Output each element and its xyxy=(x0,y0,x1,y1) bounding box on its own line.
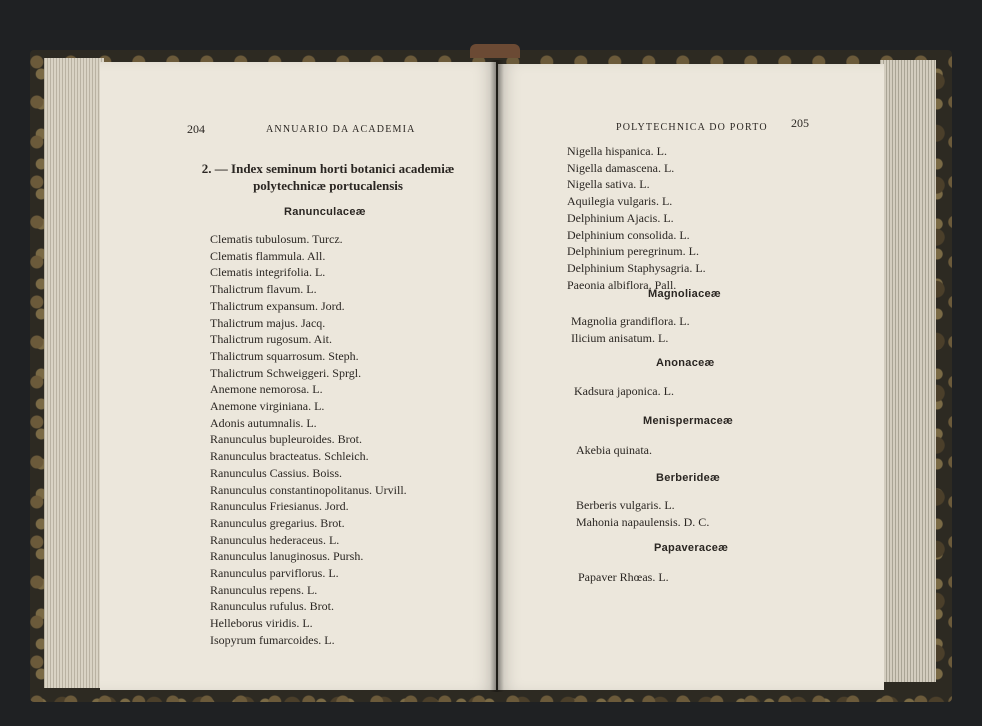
list-item: Thalictrum expansum. Jord. xyxy=(210,298,345,313)
list-item: Ranunculus bupleuroides. Brot. xyxy=(210,432,362,447)
list-item: Clematis tubulosum. Turcz. xyxy=(210,232,343,246)
book-spine xyxy=(470,44,520,58)
list-item: Ranunculus Cassius. Boiss. xyxy=(210,465,343,480)
family-heading-menispermaceae: Menispermaceæ xyxy=(643,415,734,427)
list-item: Thalictrum rugosum. Ait. xyxy=(210,332,332,347)
list-item: Ranunculus hederaceus. L. xyxy=(210,532,340,547)
species-list-menispermaceae xyxy=(576,442,652,459)
species-list-anonaceae xyxy=(574,383,674,400)
list-item: Magnolia grandiflora. L. xyxy=(571,314,690,328)
list-item: Ranunculus lanuginosus. Pursh. xyxy=(210,549,364,564)
list-item: Kadsura japonica. L. xyxy=(574,384,674,398)
list-item: Helleborus viridis. L. xyxy=(210,616,313,631)
list-item: Delphinium peregrinum. L. xyxy=(567,244,699,259)
section-title: 2. — Index seminum horti botanici academiæ polytechnicæ portucalensis xyxy=(201,161,455,193)
list-item: Thalictrum flavum. L. xyxy=(210,282,317,297)
species-list-ranunculaceae xyxy=(210,231,407,649)
list-item: Delphinium Staphysagria. L. xyxy=(567,260,706,275)
list-item: Nigella sativa. L. xyxy=(567,177,650,192)
family-heading-berberideae: Berberideæ xyxy=(656,472,721,484)
species-list-continued xyxy=(567,143,706,293)
list-item: Thalictrum squarrosum. Steph. xyxy=(210,348,359,363)
family-heading-magnoliaceae: Magnoliaceæ xyxy=(648,288,721,300)
list-item: Aquilegia vulgaris. L. xyxy=(567,194,673,209)
page-block-edge-right xyxy=(880,60,936,682)
list-item: Ranunculus constantinopolitanus. Urvill. xyxy=(210,482,407,497)
list-item: Nigella hispanica. L. xyxy=(567,144,667,158)
list-item: Ranunculus repens. L. xyxy=(210,582,318,597)
page-block-edge-left xyxy=(44,58,104,688)
species-list-magnoliaceae xyxy=(571,313,690,346)
list-item: Anemone virginiana. L. xyxy=(210,399,325,414)
list-item: Berberis vulgaris. L. xyxy=(576,498,675,512)
species-list-papaveraceae xyxy=(578,569,669,586)
list-item: Delphinium consolida. L. xyxy=(567,227,690,242)
list-item: Clematis integrifolia. L. xyxy=(210,265,326,280)
list-item: Ranunculus Friesianus. Jord. xyxy=(210,499,349,514)
list-item: Papaver Rhœas. L. xyxy=(578,570,669,584)
list-item: Ranunculus rufulus. Brot. xyxy=(210,599,334,614)
species-list-berberideae xyxy=(576,497,709,530)
left-running-head: ANNUARIO DA ACADEMIA xyxy=(266,124,416,135)
left-page-number: 204 xyxy=(187,122,205,136)
list-item: Adonis autumnalis. L. xyxy=(210,415,317,430)
list-item: Clematis flammula. All. xyxy=(210,248,326,263)
list-item: Thalictrum Schweiggeri. Sprgl. xyxy=(210,365,362,380)
list-item: Akebia quinata. xyxy=(576,443,652,457)
list-item: Anemone nemorosa. L. xyxy=(210,382,323,397)
list-item: Ilicium anisatum. L. xyxy=(571,330,669,345)
list-item: Paeonia albiflora. Pall. xyxy=(567,277,677,292)
book-gutter xyxy=(490,60,504,692)
list-item: Ranunculus parviflorus. L. xyxy=(210,566,339,581)
list-item: Nigella damascena. L. xyxy=(567,160,675,175)
list-item: Delphinium Ajacis. L. xyxy=(567,210,674,225)
list-item: Thalictrum majus. Jacq. xyxy=(210,315,326,330)
family-heading-ranunculaceae: Ranunculaceæ xyxy=(284,206,366,218)
list-item: Isopyrum fumarcoides. L. xyxy=(210,632,335,647)
list-item: Ranunculus bracteatus. Schleich. xyxy=(210,449,369,464)
right-page-number: 205 xyxy=(791,116,809,130)
family-heading-papaveraceae: Papaveraceæ xyxy=(654,542,729,554)
list-item: Mahonia napaulensis. D. C. xyxy=(576,514,710,529)
family-heading-anonaceae: Anonaceæ xyxy=(656,357,715,369)
list-item: Ranunculus gregarius. Brot. xyxy=(210,515,345,530)
right-running-head: POLYTECHNICA DO PORTO xyxy=(616,122,768,133)
